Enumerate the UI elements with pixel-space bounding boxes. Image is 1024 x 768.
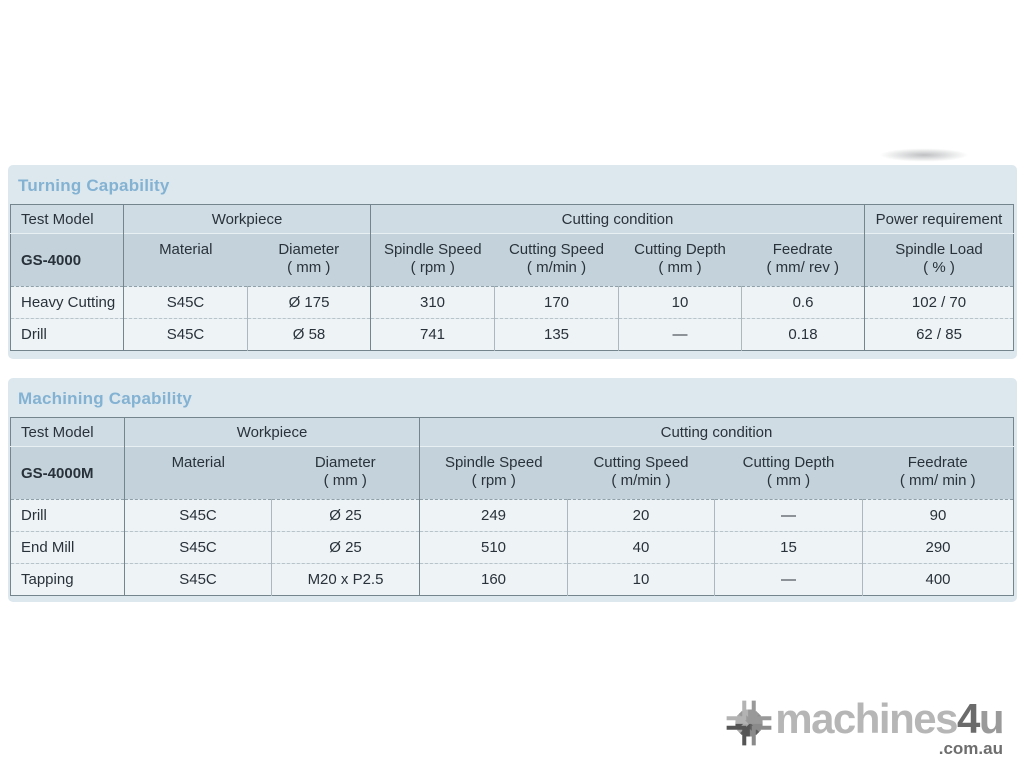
table-cell: 62 / 85 — [865, 319, 1014, 351]
table-cell: — — [619, 319, 742, 351]
table-cell: S45C — [125, 564, 272, 596]
table-cell: M20 x P2.5 — [272, 564, 420, 596]
test-model-header: Test Model — [11, 418, 125, 447]
turning-capability-table — [10, 204, 1014, 351]
table-row — [11, 564, 1014, 596]
section-title: Machining Capability — [18, 389, 193, 408]
row-label-cell: Drill — [11, 319, 124, 351]
table-cell: S45C — [125, 532, 272, 564]
table-cell: S45C — [124, 287, 248, 319]
table-cell: 160 — [420, 564, 568, 596]
table-cell: 170 — [495, 287, 619, 319]
column-header: Cutting Speed ( m/min ) — [495, 234, 619, 287]
brand-name: machines4u — [775, 695, 1003, 742]
table-cell: 135 — [495, 319, 619, 351]
table-cell: Ø 175 — [248, 287, 371, 319]
model-name-cell: GS-4000M — [11, 447, 125, 500]
table-cell: 290 — [863, 532, 1014, 564]
cutting-condition-group-header: Cutting condition — [420, 418, 1014, 447]
column-header: Material — [124, 234, 248, 287]
power-requirement-group-header: Power requirement — [865, 205, 1014, 234]
table-cell: 90 — [863, 500, 1014, 532]
test-model-header: Test Model — [11, 205, 124, 234]
turning-capability-section — [8, 165, 1017, 359]
section-title: Turning Capability — [18, 176, 170, 195]
table-cell: Ø 25 — [272, 532, 420, 564]
table-cell: 249 — [420, 500, 568, 532]
table-column-header-row — [11, 234, 1014, 287]
row-label-cell: End Mill — [11, 532, 125, 564]
table-row — [11, 287, 1014, 319]
table-cell: — — [715, 564, 863, 596]
row-label-cell: Drill — [11, 500, 125, 532]
table-row — [11, 532, 1014, 564]
brand-domain-suffix: .com.au — [938, 739, 1003, 758]
model-name-cell: GS-4000 — [11, 234, 124, 287]
table-cell: 310 — [371, 287, 495, 319]
column-header: Spindle Load ( % ) — [865, 234, 1014, 287]
table-cell: S45C — [124, 319, 248, 351]
cutting-condition-group-header: Cutting condition — [371, 205, 865, 234]
column-header: Feedrate ( mm/ min ) — [863, 447, 1014, 500]
machines4u-asterisk-icon — [726, 699, 772, 752]
table-cell: 10 — [568, 564, 715, 596]
table-cell: 15 — [715, 532, 863, 564]
workpiece-group-header: Workpiece — [125, 418, 420, 447]
table-cell: 400 — [863, 564, 1014, 596]
row-label-cell: Heavy Cutting — [11, 287, 124, 319]
machining-capability-section — [8, 378, 1017, 602]
column-header: Spindle Speed ( rpm ) — [420, 447, 568, 500]
table-cell: Ø 58 — [248, 319, 371, 351]
column-header: Feedrate ( mm/ rev ) — [742, 234, 865, 287]
table-group-header-row — [11, 418, 1014, 447]
table-cell: 741 — [371, 319, 495, 351]
table-cell: Ø 25 — [272, 500, 420, 532]
table-row — [11, 319, 1014, 351]
machining-capability-table — [10, 417, 1014, 596]
logo-text-block — [775, 697, 1003, 757]
column-header: Material — [125, 447, 272, 500]
workpiece-group-header: Workpiece — [124, 205, 371, 234]
table-cell: 102 / 70 — [865, 287, 1014, 319]
table-cell: 0.6 — [742, 287, 865, 319]
column-header: Cutting Depth ( mm ) — [619, 234, 742, 287]
table-cell: S45C — [125, 500, 272, 532]
column-header: Diameter ( mm ) — [248, 234, 371, 287]
table-column-header-row — [11, 447, 1014, 500]
table-cell: 0.18 — [742, 319, 865, 351]
page-curl-shadow — [878, 148, 970, 162]
column-header: Diameter ( mm ) — [272, 447, 420, 500]
table-cell: 510 — [420, 532, 568, 564]
table-cell: 40 — [568, 532, 715, 564]
table-cell: 20 — [568, 500, 715, 532]
column-header: Cutting Speed ( m/min ) — [568, 447, 715, 500]
table-cell: — — [715, 500, 863, 532]
machines4u-watermark — [726, 697, 1003, 757]
table-cell: 10 — [619, 287, 742, 319]
table-group-header-row — [11, 205, 1014, 234]
row-label-cell: Tapping — [11, 564, 125, 596]
table-row — [11, 500, 1014, 532]
column-header: Cutting Depth ( mm ) — [715, 447, 863, 500]
column-header: Spindle Speed ( rpm ) — [371, 234, 495, 287]
